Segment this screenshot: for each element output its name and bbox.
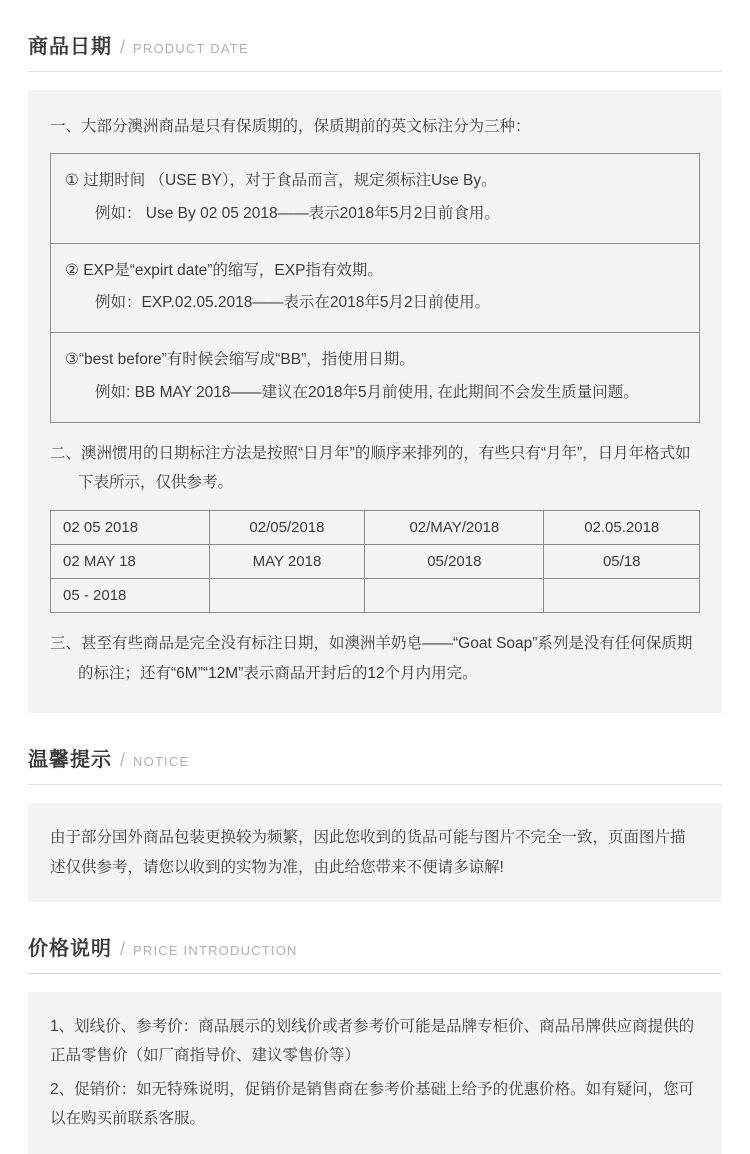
- date-type-item: [51, 244, 699, 333]
- date-format-table: [50, 510, 700, 613]
- product-date-second-point: 二、澳洲惯用的日期标注方法是按照“日月年”的顺序来排列的，有些只有“月年”，日月年格式如下表所示，仅供参考。: [50, 444, 691, 492]
- section-title-en: PRODUCT DATE: [133, 41, 249, 56]
- section-header-price: [28, 902, 722, 974]
- table-cell: 05/18: [544, 544, 700, 578]
- section-title-en: PRICE INTRODUCTION: [133, 942, 298, 958]
- price-line-strike-price: 1、划线价、参考价：商品展示的划线价或者参考价可能是品牌专柜价、商品吊牌供应商提供的正品零售价（如厂商指导价、建议零售价等）: [50, 1017, 695, 1065]
- table-row: [51, 510, 700, 544]
- section-header-notice: [28, 713, 722, 785]
- table-cell: 02 MAY 18: [51, 544, 210, 578]
- table-row: [51, 544, 700, 578]
- section-title-cn: 商品日期: [28, 36, 112, 58]
- price-content-block: [28, 992, 722, 1154]
- section-title-en: NOTICE: [133, 754, 190, 770]
- date-type-example: 例如： Use By 02 05 2018——表示2018年5月2日前食用。: [95, 204, 500, 222]
- price-line-promo-price: 2、促销价：如无特殊说明，促销价是销售商在参考价基础上给予的优惠价格。如有疑问，您可以在购买前联系客服。: [50, 1080, 695, 1128]
- table-cell: 05 - 2018: [51, 578, 210, 612]
- table-row: [51, 578, 700, 612]
- section-title-cn: 价格说明: [28, 937, 112, 960]
- notice-content-block: [28, 803, 722, 902]
- table-cell: [544, 578, 700, 612]
- date-type-main: ③“best before”有时候会缩写成“BB”，指使用日期。: [65, 351, 415, 369]
- table-cell: 05/2018: [365, 544, 544, 578]
- date-type-example: 例如：EXP.02.05.2018——表示在2018年5月2日前使用。: [95, 294, 491, 312]
- date-type-main: ① 过期时间 （USE BY），对于食品而言，规定须标注Use By。: [65, 172, 497, 190]
- date-type-main: ② EXP是“expirt date”的缩写，EXP指有效期。: [65, 261, 383, 279]
- date-label-types-box: [50, 153, 700, 422]
- table-cell: [209, 578, 364, 612]
- product-date-content-block: [28, 90, 722, 713]
- table-cell: 02 05 2018: [51, 510, 210, 544]
- date-type-item: [51, 333, 699, 421]
- table-cell: 02/05/2018: [209, 510, 364, 544]
- table-cell: MAY 2018: [209, 544, 364, 578]
- section-header-product-date: [28, 0, 722, 72]
- section-title-cn: 温馨提示: [28, 749, 112, 772]
- table-cell: 02/MAY/2018: [365, 510, 544, 544]
- product-date-intro: 一、大部分澳洲商品是只有保质期的，保质期前的英文标注分为三种：: [50, 118, 531, 135]
- section-title-separator: /: [120, 938, 126, 959]
- notice-body-text: 由于部分国外商品包装更换较为频繁，因此您收到的货品可能与图片不完全一致，页面图片描述仅供参考，请您以收到的实物为准，由此给您带来不便请多谅解!: [50, 829, 686, 876]
- product-date-third-point: 三、甚至有些商品是完全没有标注日期，如澳洲羊奶皂——“Goat Soap”系列是没有任何保质期的标注；还有“6M”“12M”表示商品开封后的12个月内用完。: [50, 634, 693, 682]
- section-title-separator: /: [120, 750, 126, 771]
- section-title-separator: /: [120, 37, 126, 57]
- date-type-example: 例如: BB MAY 2018——建议在2018年5月前使用, 在此期间不会发生质量问题。: [95, 383, 639, 401]
- table-cell: 02.05.2018: [544, 510, 700, 544]
- table-cell: [365, 578, 544, 612]
- date-type-item: [51, 154, 699, 243]
